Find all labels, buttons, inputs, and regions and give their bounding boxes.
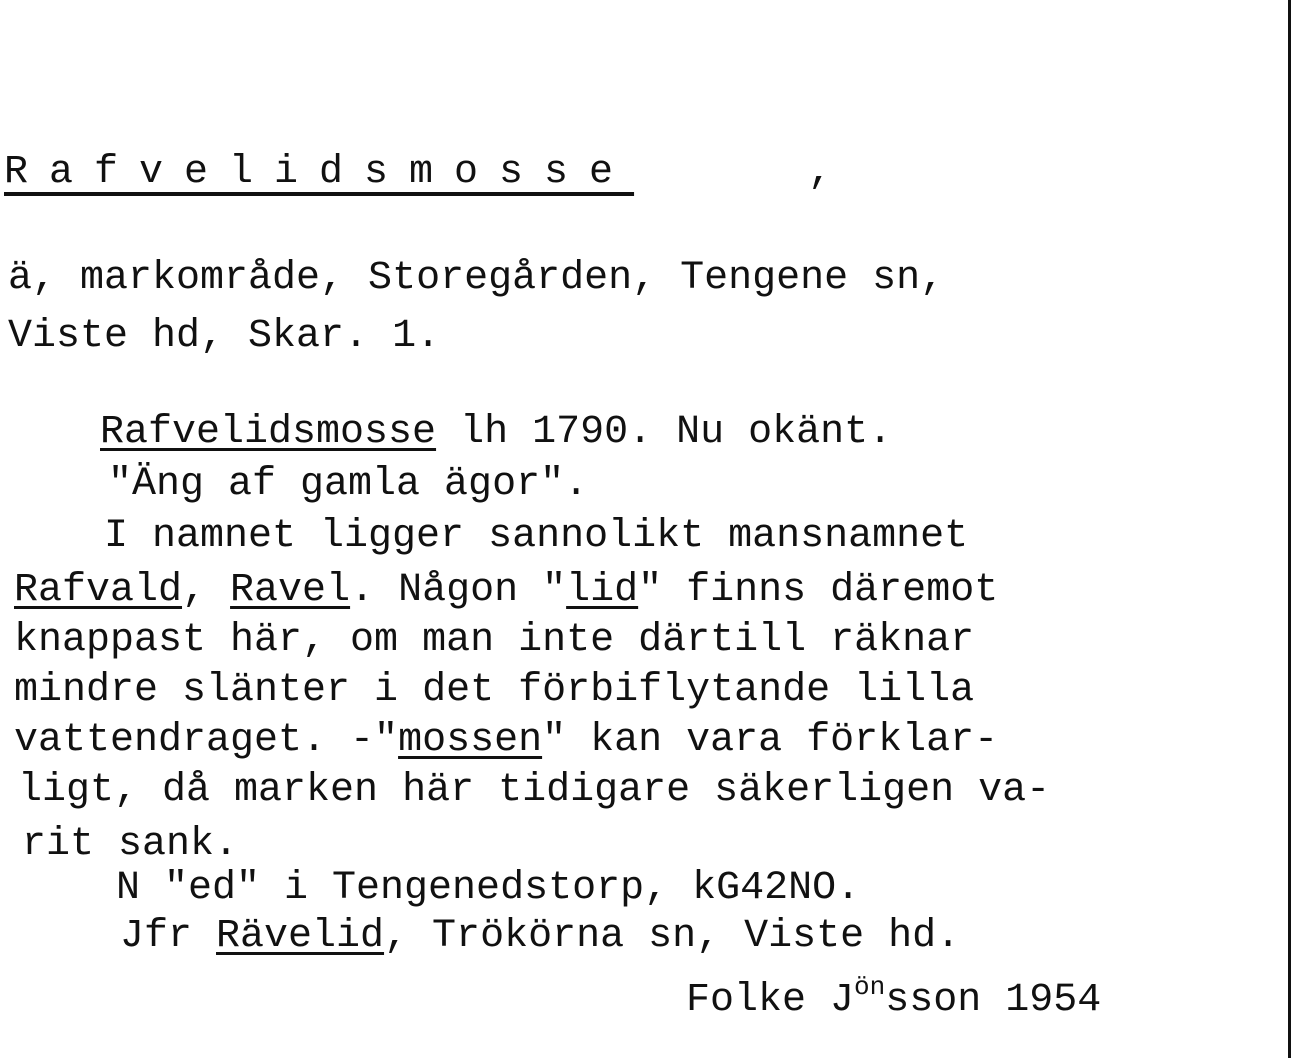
header-line-2: Viste hd, Skar. 1. [8,314,441,359]
entry-title-comma: , [808,150,833,195]
word-mossen: mossen [398,718,543,763]
separator: , [182,568,231,613]
signature [686,972,1101,1023]
paragraph-2-line-6: ligt, då marken här tidigare säkerligen va- [18,768,1051,813]
header-line-1: ä, markområde, Storegården, Tengene sn, [8,256,945,301]
paragraph-1 [100,410,892,456]
paragraph-1-name: Rafvelidsmosse [100,410,437,455]
jfr-rest: , Trökörna sn, Viste hd. [384,914,961,959]
word-lid: lid [566,568,639,613]
paragraph-2-line-7: rit sank. [22,822,239,867]
signature-last: sson 1954 [885,978,1102,1023]
text-end: " finns däremot [638,568,999,613]
paragraph-2-line-5 [14,718,998,764]
text-mid: . Någon " [350,568,567,613]
jfr-label: Jfr [120,914,217,959]
paragraph-1-rest: lh 1790. Nu okänt. [436,410,893,455]
n-line: N "ed" i Tengenedstorp, kG42NO. [116,866,861,911]
name-rafvald: Rafvald [14,568,183,613]
card-edge-line [1288,0,1291,1058]
text-post: " kan vara förklar- [542,718,999,763]
paragraph-2-line-4: mindre slänter i det förbiflytande lilla [14,668,975,713]
entry-title: Rafvelidsmosse [4,150,635,195]
paragraph-2-line-3: knappast här, om man inte därtill räknar [14,618,975,663]
signature-first: Folke J [686,978,855,1023]
paragraph-2-line-2 [14,568,998,614]
text-pre: vattendraget. -" [14,718,399,763]
jfr-line [120,914,960,960]
signature-superscript: ön [854,972,886,1002]
name-ravel: Ravel [230,568,351,613]
paragraph-2-line-1: I namnet ligger sannolikt mansnamnet [104,514,969,559]
name-ravelid: Rävelid [216,914,385,959]
quote-line: "Äng af gamla ägor". [108,462,589,507]
